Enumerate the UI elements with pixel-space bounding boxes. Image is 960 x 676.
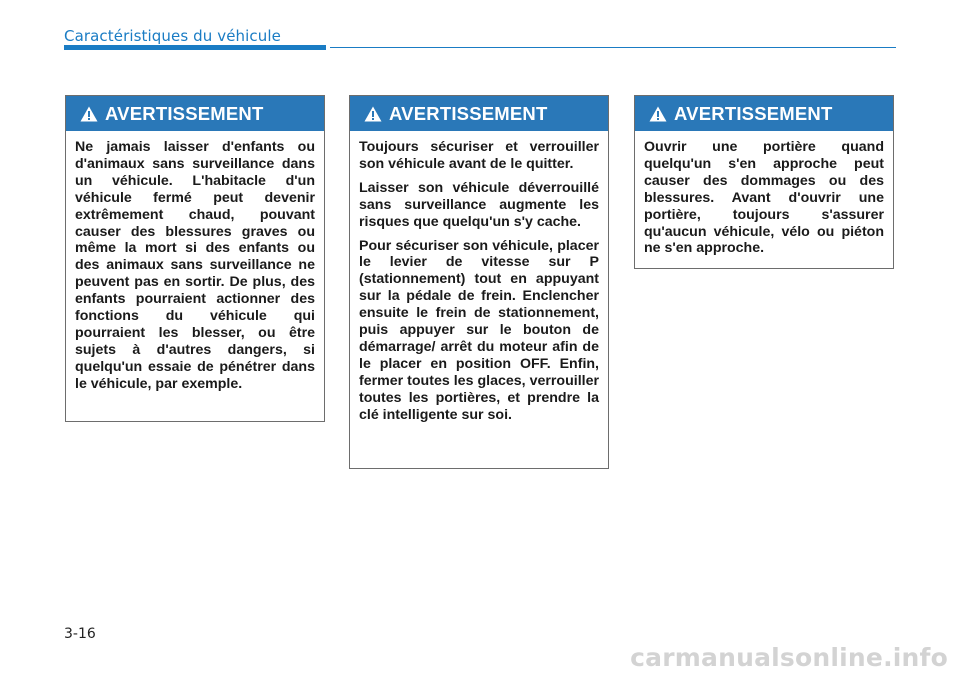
warning-triangle-icon bbox=[364, 106, 382, 122]
warning-paragraph: Toujours sécuriser et verrouiller son véhicule avant de le quitter. bbox=[359, 139, 599, 172]
warning-box-children-animals bbox=[65, 95, 325, 422]
warning-header bbox=[635, 96, 893, 131]
section-rule-thin bbox=[330, 47, 896, 48]
warning-triangle-icon bbox=[649, 106, 667, 122]
warning-box-secure-vehicle bbox=[349, 95, 609, 469]
warning-body bbox=[66, 131, 324, 393]
warning-paragraph: Pour sécuriser son véhicule, placer le levier de vitesse sur P (stationnement) tout en appuyant sur la pédale de frein. Enclencher ensuite le frein de stationnement, puis appuyer sur le bouton de démarrage/ arrêt du moteur afin de le placer en position OFF. Enfin, fermer toutes les glaces, verrouiller toutes les portières, et prendre la clé intelligente sur soi. bbox=[359, 237, 599, 423]
warning-title: AVERTISSEMENT bbox=[674, 102, 833, 124]
warning-title: AVERTISSEMENT bbox=[389, 102, 548, 124]
warning-header bbox=[66, 96, 324, 131]
watermark: carmanualsonline.info bbox=[630, 643, 948, 672]
section-title: Caractéristiques du véhicule bbox=[64, 27, 281, 45]
warning-box-open-door bbox=[634, 95, 894, 269]
warning-title: AVERTISSEMENT bbox=[105, 102, 264, 124]
section-rule-thick bbox=[64, 45, 326, 50]
warning-header bbox=[350, 96, 608, 131]
warning-triangle-icon bbox=[80, 106, 98, 122]
warning-body bbox=[350, 131, 608, 424]
warning-paragraph: Laisser son véhicule déverrouillé sans surveillance augmente les risques que quelqu'un s'y cache. bbox=[359, 179, 599, 230]
warning-paragraph: Ouvrir une portière quand quelqu'un s'en approche peut causer des dommages ou des blessures. Avant d'ouvrir une portière, toujours s'assurer qu'aucun véhicule, vélo ou piéton ne s'en approche. bbox=[644, 139, 884, 257]
warning-body bbox=[635, 131, 893, 257]
warning-paragraph: Ne jamais laisser d'enfants ou d'animaux sans surveillance dans un véhicule. L'habitacle d'un véhicule fermé peut devenir extrêmement chaud, pouvant causer des blessures graves ou même la mort si des enfants ou des animaux sans surveillance ne peuvent pas en sortir. De plus, des enfants pourraient actionner des fonctions du véhicule qui pourraient les blesser, ou être sujets à d'autres dangers, si quelqu'un essaie de pénétrer dans le véhicule, par exemple. bbox=[75, 139, 315, 392]
page-number: 3-16 bbox=[64, 626, 96, 642]
